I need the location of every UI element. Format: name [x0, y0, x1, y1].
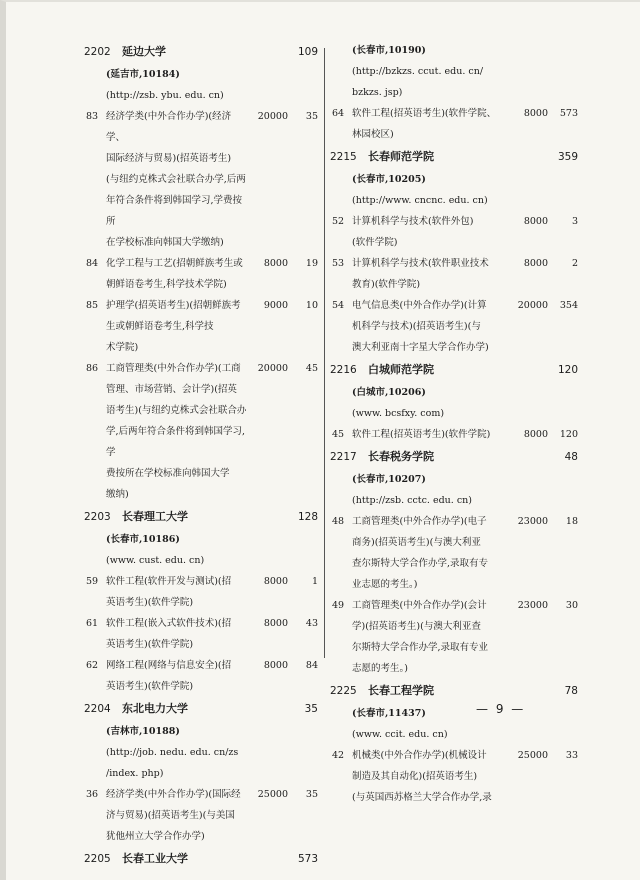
major-code — [84, 337, 106, 358]
right-column — [330, 40, 578, 808]
major-count: 1 — [311, 576, 318, 587]
major-fee: 8000 — [523, 429, 548, 440]
major-fee — [252, 400, 288, 421]
major-count — [288, 169, 318, 190]
institution-code: 2215 — [330, 151, 357, 163]
major-fee — [252, 337, 288, 358]
major-fee — [252, 421, 288, 463]
major-row — [84, 253, 318, 274]
major-fee — [512, 553, 548, 574]
institution-total: 48 — [564, 451, 578, 463]
major-row — [330, 424, 578, 445]
major-fee: 8000 — [263, 618, 288, 629]
institution-entry — [330, 358, 578, 445]
institution-header — [84, 40, 318, 64]
major-code — [84, 676, 106, 697]
institution-url: (http://www. cncnc. edu. cn) — [352, 195, 488, 206]
major-count — [548, 532, 578, 553]
major-code — [330, 124, 352, 145]
major-count: 30 — [565, 600, 578, 611]
major-fee — [252, 316, 288, 337]
major-fee: 23000 — [517, 600, 548, 611]
major-count — [288, 190, 318, 232]
major-row — [330, 637, 578, 658]
major-code: 86 — [86, 363, 99, 374]
major-code — [330, 274, 352, 295]
major-row — [84, 463, 318, 484]
major-code — [330, 616, 352, 637]
institution-total: 109 — [297, 46, 318, 58]
major-code: 62 — [86, 660, 99, 671]
major-fee — [252, 484, 288, 505]
major-name-line: 教育)(软件学院) — [352, 279, 421, 290]
institution-header — [330, 145, 578, 169]
major-code — [84, 463, 106, 484]
major-fee: 8000 — [523, 258, 548, 269]
major-count — [548, 274, 578, 295]
major-row — [84, 337, 318, 358]
major-count — [548, 574, 578, 595]
institution-name: 白城师范学院 — [368, 363, 434, 376]
major-fee — [252, 379, 288, 400]
major-row — [330, 232, 578, 253]
institution-url: (www. cust. edu. cn) — [106, 555, 205, 566]
major-code — [84, 148, 106, 169]
major-fee — [252, 592, 288, 613]
major-code — [84, 400, 106, 421]
major-fee — [512, 787, 548, 808]
institution-entry — [84, 697, 318, 847]
major-name-line: 在学校标准向韩国大学缴纳) — [106, 237, 224, 248]
major-code: 54 — [332, 300, 345, 311]
major-code: 59 — [86, 576, 99, 587]
major-name-line: 管理、市场营销、会计学)(招英 — [106, 384, 237, 395]
major-name-line: 软件工程(招英语考生)(软件学院、 — [352, 108, 497, 119]
major-count — [288, 316, 318, 337]
major-code — [84, 379, 106, 400]
institution-entry — [84, 40, 318, 505]
major-name-line: 朝鲜语卷考生,科学技术学院) — [106, 279, 227, 290]
major-fee — [512, 337, 548, 358]
major-code — [84, 805, 106, 826]
major-code — [84, 190, 106, 232]
major-name-line: 化学工程与工艺(招朝鲜族考生或 — [106, 258, 243, 269]
institution-header — [84, 847, 318, 871]
major-count — [548, 553, 578, 574]
major-name-line: 澳大利亚南十字星大学合作办学) — [352, 342, 489, 353]
major-name-line: 犹他州立大学合作办学) — [106, 831, 205, 842]
major-code: 53 — [332, 258, 345, 269]
major-code — [330, 316, 352, 337]
major-count: 120 — [559, 429, 578, 440]
major-code — [330, 637, 352, 658]
major-fee — [252, 826, 288, 847]
institution-name: 长春税务学院 — [368, 450, 434, 463]
major-code — [84, 484, 106, 505]
major-row — [330, 316, 578, 337]
major-fee: 9000 — [263, 300, 288, 311]
major-name-line: 商务)(招英语考生)(与澳大利亚 — [352, 537, 481, 548]
major-fee — [252, 190, 288, 232]
major-row — [330, 103, 578, 124]
major-row — [330, 211, 578, 232]
major-name-line: 工商管理类(中外合作办学)(电子 — [352, 516, 487, 527]
major-row — [84, 484, 318, 505]
major-fee — [252, 148, 288, 169]
major-name-line: 制造及其自动化)(招英语考生) — [352, 771, 478, 782]
institution-city: (长春市,10205) — [352, 174, 426, 185]
major-name-line: 机械类(中外合作办学)(机械设计 — [352, 750, 487, 761]
major-row — [84, 655, 318, 676]
institution-url: (http://zsb. ybu. edu. cn) — [106, 90, 224, 101]
major-count — [548, 658, 578, 679]
institution-city: (长春市,10186) — [106, 534, 180, 545]
major-count — [288, 826, 318, 847]
institution-code: 2202 — [84, 46, 111, 58]
major-row — [330, 511, 578, 532]
institution-total: 128 — [297, 511, 318, 523]
major-row — [84, 805, 318, 826]
major-name-line: 查尔斯特大学合作办学,录取有专 — [352, 558, 489, 569]
major-name-line: 志愿的考生。) — [352, 663, 408, 674]
major-row — [330, 616, 578, 637]
major-count: 43 — [305, 618, 318, 629]
institution-url: (www. ccit. edu. cn) — [352, 729, 448, 740]
major-fee: 8000 — [523, 108, 548, 119]
major-name-line: 年符合条件将到韩国学习,学费按所 — [106, 195, 243, 227]
major-count — [288, 337, 318, 358]
major-name-line: 经济学类(中外合作办学)(经济学、 — [106, 111, 232, 143]
major-fee — [512, 532, 548, 553]
major-row — [84, 190, 318, 232]
major-count: 3 — [571, 216, 578, 227]
major-fee: 25000 — [517, 750, 548, 761]
major-code: 42 — [332, 750, 345, 761]
major-row — [330, 337, 578, 358]
institution-entry — [330, 679, 578, 808]
institution-code: 2204 — [84, 703, 111, 715]
major-row — [330, 295, 578, 316]
major-fee: 25000 — [257, 789, 288, 800]
major-row — [330, 574, 578, 595]
institution-entry — [84, 505, 318, 697]
institution-url: (www. bcsfxy. com) — [352, 408, 445, 419]
major-fee — [252, 169, 288, 190]
major-count: 573 — [559, 108, 578, 119]
major-name-line: 工商管理类(中外合作办学)(会计 — [352, 600, 487, 611]
major-code — [84, 592, 106, 613]
institution-url: /index. php) — [106, 768, 164, 779]
major-row — [330, 553, 578, 574]
major-name-line: 计算机科学与技术(软件外包) — [352, 216, 474, 227]
major-code: 83 — [86, 111, 99, 122]
institution-city: (白城市,10206) — [352, 387, 426, 398]
institution-header — [84, 505, 318, 529]
major-fee — [252, 463, 288, 484]
institution-total: 359 — [557, 151, 578, 163]
institution-url: bzkzs. jsp) — [352, 87, 403, 98]
major-code: 84 — [86, 258, 99, 269]
major-name-line: 费按所在学校标准向韩国大学 — [106, 468, 230, 479]
major-name-line: 软件工程(嵌入式软件技术)(招 — [106, 618, 232, 629]
major-name-line: 工商管理类(中外合作办学)(工商 — [106, 363, 241, 374]
left-column — [84, 40, 318, 871]
major-row — [84, 274, 318, 295]
major-row — [330, 658, 578, 679]
major-code: 85 — [86, 300, 99, 311]
major-row — [84, 613, 318, 634]
major-code — [330, 766, 352, 787]
major-name-line: 缴纳) — [106, 489, 129, 500]
major-count — [288, 676, 318, 697]
major-fee: 8000 — [263, 576, 288, 587]
major-count — [548, 616, 578, 637]
major-row — [84, 571, 318, 592]
major-code: 61 — [86, 618, 99, 629]
major-count: 18 — [565, 516, 578, 527]
major-count: 35 — [305, 111, 318, 122]
institution-entry — [330, 40, 578, 145]
major-row — [84, 358, 318, 379]
major-count — [548, 637, 578, 658]
institution-header — [330, 679, 578, 703]
major-count — [288, 634, 318, 655]
major-count — [288, 274, 318, 295]
major-row — [330, 787, 578, 808]
major-count: 354 — [559, 300, 578, 311]
major-fee: 8000 — [523, 216, 548, 227]
major-fee — [252, 676, 288, 697]
major-count: 2 — [571, 258, 578, 269]
institution-code: 2216 — [330, 364, 357, 376]
major-fee — [252, 274, 288, 295]
major-row — [84, 106, 318, 148]
major-count — [288, 400, 318, 421]
institution-total: 35 — [304, 703, 318, 715]
major-fee — [252, 805, 288, 826]
major-count — [548, 124, 578, 145]
major-fee: 20000 — [257, 111, 288, 122]
major-fee — [252, 232, 288, 253]
major-name-line: 网络工程(网络与信息安全)(招 — [106, 660, 232, 671]
major-name-line: 语考生)(与纽约克株式会社联合办 — [106, 405, 247, 416]
major-row — [84, 676, 318, 697]
major-count: 45 — [305, 363, 318, 374]
major-fee — [512, 658, 548, 679]
institution-header — [330, 358, 578, 382]
major-code — [84, 826, 106, 847]
major-row — [330, 124, 578, 145]
major-name-line: 学)(招英语考生)(与澳大利亚查 — [352, 621, 481, 632]
major-row — [330, 766, 578, 787]
major-row — [330, 274, 578, 295]
major-name-line: 林园校区) — [352, 129, 394, 140]
major-code — [84, 634, 106, 655]
major-row — [330, 745, 578, 766]
major-code — [330, 658, 352, 679]
major-fee — [512, 274, 548, 295]
major-row — [84, 784, 318, 805]
major-fee: 20000 — [257, 363, 288, 374]
major-count — [548, 316, 578, 337]
major-count — [288, 379, 318, 400]
major-fee — [512, 316, 548, 337]
major-name-line: 电气信息类(中外合作办学)(计算 — [352, 300, 487, 311]
institution-city: (吉林市,10188) — [106, 726, 180, 737]
major-name-line: 英语考生)(软件学院) — [106, 681, 194, 692]
major-row — [84, 148, 318, 169]
institution-entry — [330, 445, 578, 679]
major-row — [330, 253, 578, 274]
major-row — [330, 532, 578, 553]
major-row — [84, 592, 318, 613]
institution-header — [84, 697, 318, 721]
institution-name: 长春工业大学 — [122, 852, 188, 865]
major-name-line: 机科学与技术)(招英语考生)(与 — [352, 321, 481, 332]
major-name-line: 经济学类(中外合作办学)(国际经 — [106, 789, 241, 800]
major-name-line: (与纽约克株式会社联合办学,后两 — [106, 174, 246, 185]
institution-city: (长春市,10190) — [352, 45, 426, 56]
page-number: — 9 — — [476, 702, 526, 716]
institution-code: 2205 — [84, 853, 111, 865]
major-code — [84, 169, 106, 190]
major-row — [84, 379, 318, 400]
major-name-line: (软件学院) — [352, 237, 398, 248]
institution-code: 2203 — [84, 511, 111, 523]
major-count — [288, 421, 318, 463]
major-code — [330, 787, 352, 808]
major-count: 33 — [565, 750, 578, 761]
major-count: 84 — [305, 660, 318, 671]
major-fee: 20000 — [517, 300, 548, 311]
major-code: 48 — [332, 516, 345, 527]
major-name-line: 软件工程(招英语考生)(软件学院) — [352, 429, 491, 440]
major-name-line: 术学院) — [106, 342, 139, 353]
major-code — [330, 232, 352, 253]
major-row — [84, 421, 318, 463]
institution-url: (http://job. nedu. edu. cn/zs — [106, 747, 239, 758]
institution-url: (http://bzkzs. ccut. edu. cn/ — [352, 66, 484, 77]
institution-total: 78 — [564, 685, 578, 697]
major-code — [84, 232, 106, 253]
major-fee: 8000 — [263, 660, 288, 671]
institution-entry — [330, 145, 578, 358]
institution-total: 573 — [297, 853, 318, 865]
major-fee — [512, 637, 548, 658]
institution-name: 长春师范学院 — [368, 150, 434, 163]
major-fee — [512, 232, 548, 253]
major-name-line: 业志愿的考生。) — [352, 579, 418, 590]
major-row — [84, 169, 318, 190]
major-count — [288, 592, 318, 613]
institution-total: 120 — [557, 364, 578, 376]
major-count — [548, 766, 578, 787]
major-name-line: 护理学(招英语考生)(招朝鲜族考 — [106, 300, 241, 311]
major-count — [288, 232, 318, 253]
major-count — [288, 148, 318, 169]
major-row — [330, 595, 578, 616]
major-count — [548, 337, 578, 358]
major-code — [330, 337, 352, 358]
major-count — [288, 463, 318, 484]
major-code: 36 — [86, 789, 99, 800]
institution-url: (http://zsb. cctc. edu. cn) — [352, 495, 472, 506]
institution-name: 东北电力大学 — [122, 702, 188, 715]
major-name-line: 英语考生)(软件学院) — [106, 639, 194, 650]
institution-code: 2225 — [330, 685, 357, 697]
major-code — [84, 316, 106, 337]
major-name-line: 学,后两年符合条件将到韩国学习,学 — [106, 426, 246, 458]
major-code — [330, 532, 352, 553]
major-code — [330, 553, 352, 574]
major-row — [84, 400, 318, 421]
institution-city: (长春市,11437) — [352, 708, 426, 719]
major-fee — [252, 634, 288, 655]
major-fee — [512, 616, 548, 637]
major-name-line: 生或朝鲜语卷考生,科学技 — [106, 321, 214, 332]
major-count — [288, 805, 318, 826]
major-row — [84, 316, 318, 337]
major-row — [84, 634, 318, 655]
major-fee: 8000 — [263, 258, 288, 269]
major-code — [84, 274, 106, 295]
major-name-line: 尔斯特大学合作办学,录取有专业 — [352, 642, 489, 653]
major-name-line: 英语考生)(软件学院) — [106, 597, 194, 608]
institution-name: 延边大学 — [122, 45, 166, 58]
institution-code: 2217 — [330, 451, 357, 463]
major-count — [548, 787, 578, 808]
major-code: 49 — [332, 600, 345, 611]
major-fee — [512, 124, 548, 145]
major-count: 35 — [305, 789, 318, 800]
major-code: 52 — [332, 216, 345, 227]
major-row — [84, 295, 318, 316]
major-code — [84, 421, 106, 463]
column-divider — [324, 48, 325, 658]
major-name-line: 计算机科学与技术(软件职业技术 — [352, 258, 489, 269]
major-count: 19 — [305, 258, 318, 269]
major-count — [548, 232, 578, 253]
major-fee — [512, 766, 548, 787]
institution-name: 长春工程学院 — [368, 684, 434, 697]
major-fee — [512, 574, 548, 595]
major-code: 64 — [332, 108, 345, 119]
institution-entry — [84, 847, 318, 871]
institution-city: (长春市,10207) — [352, 474, 426, 485]
major-name-line: 软件工程(软件开发与测试)(招 — [106, 576, 232, 587]
major-code: 45 — [332, 429, 345, 440]
institution-city: (延吉市,10184) — [106, 69, 180, 80]
institution-header — [330, 445, 578, 469]
major-fee: 23000 — [517, 516, 548, 527]
institution-name: 长春理工大学 — [122, 510, 188, 523]
major-name-line: (与英国西苏格兰大学合作办学,录 — [352, 792, 492, 803]
major-name-line: 国际经济与贸易)(招英语考生) — [106, 153, 232, 164]
major-code — [330, 574, 352, 595]
major-row — [84, 826, 318, 847]
major-row — [84, 232, 318, 253]
major-count: 10 — [305, 300, 318, 311]
major-count — [288, 484, 318, 505]
major-name-line: 济与贸易)(招英语考生)(与美国 — [106, 810, 235, 821]
